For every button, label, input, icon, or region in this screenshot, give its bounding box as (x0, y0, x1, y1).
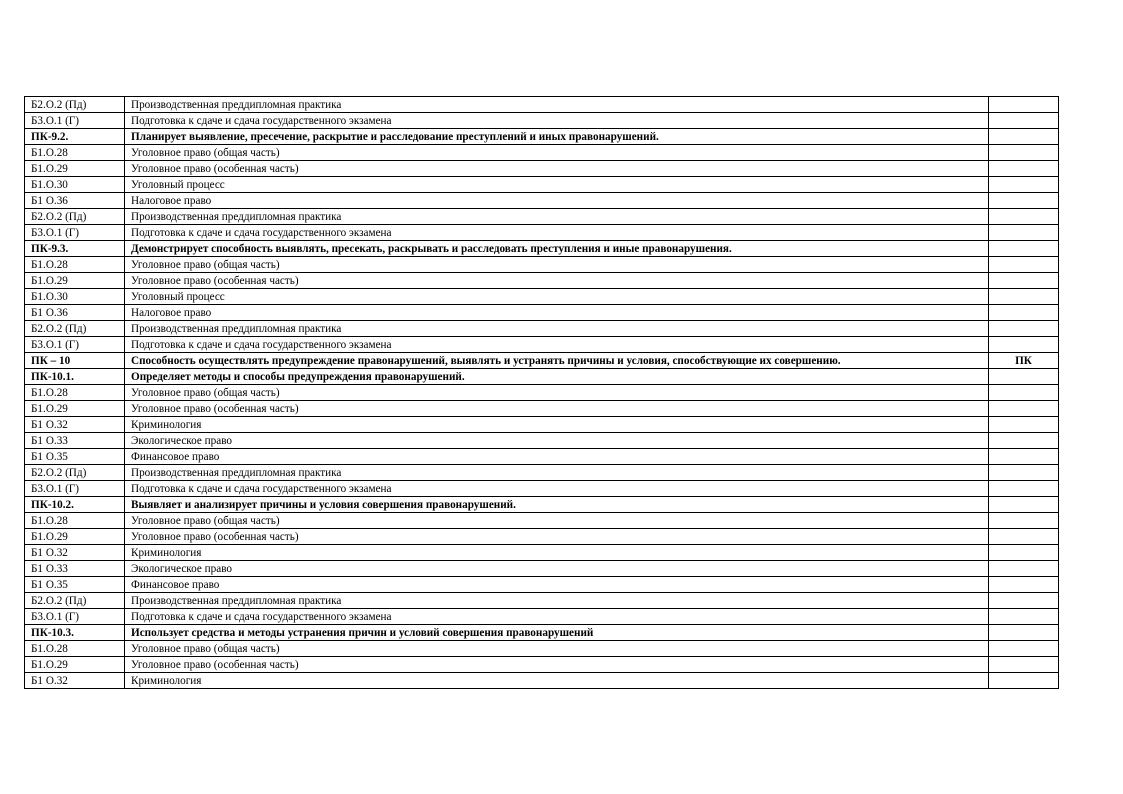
discipline-row (25, 97, 1059, 113)
type-cell (989, 241, 1059, 257)
type-cell (989, 577, 1059, 593)
code-cell: Б2.О.2 (Пд) (25, 593, 125, 609)
competence-heading-row (25, 625, 1059, 641)
discipline-row (25, 193, 1059, 209)
code-cell: Б1.О.29 (25, 161, 125, 177)
discipline-row (25, 305, 1059, 321)
code-cell: Б3.О.1 (Г) (25, 113, 125, 129)
type-cell (989, 529, 1059, 545)
discipline-row (25, 673, 1059, 689)
code-cell: Б3.О.1 (Г) (25, 481, 125, 497)
discipline-row (25, 417, 1059, 433)
discipline-row (25, 177, 1059, 193)
name-cell: Криминология (125, 673, 989, 689)
code-cell: Б2.О.2 (Пд) (25, 321, 125, 337)
code-cell: Б2.О.2 (Пд) (25, 209, 125, 225)
code-cell: Б3.О.1 (Г) (25, 609, 125, 625)
type-cell (989, 417, 1059, 433)
discipline-row (25, 433, 1059, 449)
name-cell: Экологическое право (125, 561, 989, 577)
type-cell (989, 545, 1059, 561)
type-cell (989, 145, 1059, 161)
discipline-row (25, 337, 1059, 353)
name-cell: Способность осуществлять предупреждение правонарушений, выявлять и устранять причины и условия, способствующие их совершению. (125, 353, 989, 369)
type-cell (989, 497, 1059, 513)
code-cell: ПК-9.3. (25, 241, 125, 257)
name-cell: Экологическое право (125, 433, 989, 449)
competence-heading-row (25, 129, 1059, 145)
code-cell: Б1 О.33 (25, 561, 125, 577)
type-cell (989, 289, 1059, 305)
name-cell: Использует средства и методы устранения причин и условий совершения правонарушений (125, 625, 989, 641)
code-cell: Б1.О.29 (25, 401, 125, 417)
type-cell (989, 129, 1059, 145)
discipline-row (25, 449, 1059, 465)
discipline-row (25, 561, 1059, 577)
discipline-row (25, 577, 1059, 593)
name-cell: Производственная преддипломная практика (125, 593, 989, 609)
document-page (24, 96, 1058, 689)
competence-heading-row (25, 353, 1059, 369)
code-cell: Б1.О.28 (25, 641, 125, 657)
name-cell: Определяет методы и способы предупреждения правонарушений. (125, 369, 989, 385)
discipline-row (25, 225, 1059, 241)
code-cell: Б1 О.32 (25, 417, 125, 433)
type-cell (989, 625, 1059, 641)
discipline-row (25, 641, 1059, 657)
name-cell: Уголовное право (особенная часть) (125, 529, 989, 545)
type-cell (989, 465, 1059, 481)
competence-table (24, 96, 1059, 689)
name-cell: Уголовное право (особенная часть) (125, 401, 989, 417)
discipline-row (25, 545, 1059, 561)
discipline-row (25, 609, 1059, 625)
discipline-row (25, 145, 1059, 161)
code-cell: Б1 О.32 (25, 673, 125, 689)
discipline-row (25, 273, 1059, 289)
type-cell (989, 369, 1059, 385)
competence-heading-row (25, 369, 1059, 385)
code-cell: Б1.О.29 (25, 273, 125, 289)
name-cell: Производственная преддипломная практика (125, 321, 989, 337)
type-cell (989, 673, 1059, 689)
discipline-row (25, 385, 1059, 401)
code-cell: Б3.О.1 (Г) (25, 225, 125, 241)
discipline-row (25, 113, 1059, 129)
code-cell: ПК – 10 (25, 353, 125, 369)
type-cell (989, 113, 1059, 129)
code-cell: Б1 О.32 (25, 545, 125, 561)
name-cell: Уголовный процесс (125, 289, 989, 305)
code-cell: Б1 О.35 (25, 449, 125, 465)
code-cell: Б1.О.28 (25, 257, 125, 273)
type-cell (989, 561, 1059, 577)
competence-heading-row (25, 241, 1059, 257)
name-cell: Уголовное право (особенная часть) (125, 657, 989, 673)
name-cell: Производственная преддипломная практика (125, 209, 989, 225)
name-cell: Криминология (125, 417, 989, 433)
code-cell: Б1.О.28 (25, 145, 125, 161)
code-cell: ПК-10.2. (25, 497, 125, 513)
name-cell: Производственная преддипломная практика (125, 465, 989, 481)
code-cell: Б1.О.30 (25, 177, 125, 193)
competence-table-body (25, 97, 1059, 689)
competence-heading-row (25, 497, 1059, 513)
name-cell: Подготовка к сдаче и сдача государственного экзамена (125, 225, 989, 241)
type-cell (989, 97, 1059, 113)
discipline-row (25, 161, 1059, 177)
type-cell (989, 481, 1059, 497)
discipline-row (25, 465, 1059, 481)
name-cell: Уголовный процесс (125, 177, 989, 193)
name-cell: Выявляет и анализирует причины и условия совершения правонарушений. (125, 497, 989, 513)
name-cell: Подготовка к сдаче и сдача государственного экзамена (125, 481, 989, 497)
name-cell: Уголовное право (общая часть) (125, 145, 989, 161)
discipline-row (25, 593, 1059, 609)
code-cell: Б2.О.2 (Пд) (25, 97, 125, 113)
code-cell: Б1.О.30 (25, 289, 125, 305)
type-cell (989, 177, 1059, 193)
name-cell: Подготовка к сдаче и сдача государственного экзамена (125, 113, 989, 129)
code-cell: ПК-10.1. (25, 369, 125, 385)
name-cell: Уголовное право (общая часть) (125, 257, 989, 273)
name-cell: Криминология (125, 545, 989, 561)
type-cell: ПК (989, 353, 1059, 369)
discipline-row (25, 481, 1059, 497)
type-cell (989, 513, 1059, 529)
discipline-row (25, 321, 1059, 337)
type-cell (989, 337, 1059, 353)
code-cell: Б1.О.29 (25, 529, 125, 545)
discipline-row (25, 289, 1059, 305)
discipline-row (25, 209, 1059, 225)
discipline-row (25, 257, 1059, 273)
name-cell: Налоговое право (125, 193, 989, 209)
discipline-row (25, 513, 1059, 529)
type-cell (989, 449, 1059, 465)
code-cell: Б2.О.2 (Пд) (25, 465, 125, 481)
name-cell: Уголовное право (особенная часть) (125, 161, 989, 177)
code-cell: Б1.О.28 (25, 385, 125, 401)
code-cell: Б1 О.33 (25, 433, 125, 449)
type-cell (989, 609, 1059, 625)
type-cell (989, 257, 1059, 273)
type-cell (989, 225, 1059, 241)
discipline-row (25, 657, 1059, 673)
code-cell: Б1.О.28 (25, 513, 125, 529)
type-cell (989, 209, 1059, 225)
code-cell: Б3.О.1 (Г) (25, 337, 125, 353)
code-cell: Б1 О.35 (25, 577, 125, 593)
code-cell: Б1 О.36 (25, 305, 125, 321)
name-cell: Налоговое право (125, 305, 989, 321)
type-cell (989, 593, 1059, 609)
code-cell: Б1 О.36 (25, 193, 125, 209)
name-cell: Демонстрирует способность выявлять, пресекать, раскрывать и расследовать преступления и иные правонарушения. (125, 241, 989, 257)
type-cell (989, 401, 1059, 417)
code-cell: ПК-10.3. (25, 625, 125, 641)
type-cell (989, 321, 1059, 337)
code-cell: ПК-9.2. (25, 129, 125, 145)
type-cell (989, 273, 1059, 289)
name-cell: Финансовое право (125, 577, 989, 593)
name-cell: Уголовное право (общая часть) (125, 641, 989, 657)
name-cell: Уголовное право (особенная часть) (125, 273, 989, 289)
name-cell: Подготовка к сдаче и сдача государственного экзамена (125, 337, 989, 353)
name-cell: Планирует выявление, пресечение, раскрытие и расследование преступлений и иных правонарушений. (125, 129, 989, 145)
type-cell (989, 385, 1059, 401)
type-cell (989, 161, 1059, 177)
name-cell: Уголовное право (общая часть) (125, 513, 989, 529)
type-cell (989, 641, 1059, 657)
name-cell: Уголовное право (общая часть) (125, 385, 989, 401)
discipline-row (25, 529, 1059, 545)
discipline-row (25, 401, 1059, 417)
type-cell (989, 657, 1059, 673)
type-cell (989, 433, 1059, 449)
name-cell: Подготовка к сдаче и сдача государственного экзамена (125, 609, 989, 625)
type-cell (989, 193, 1059, 209)
type-cell (989, 305, 1059, 321)
name-cell: Производственная преддипломная практика (125, 97, 989, 113)
name-cell: Финансовое право (125, 449, 989, 465)
code-cell: Б1.О.29 (25, 657, 125, 673)
